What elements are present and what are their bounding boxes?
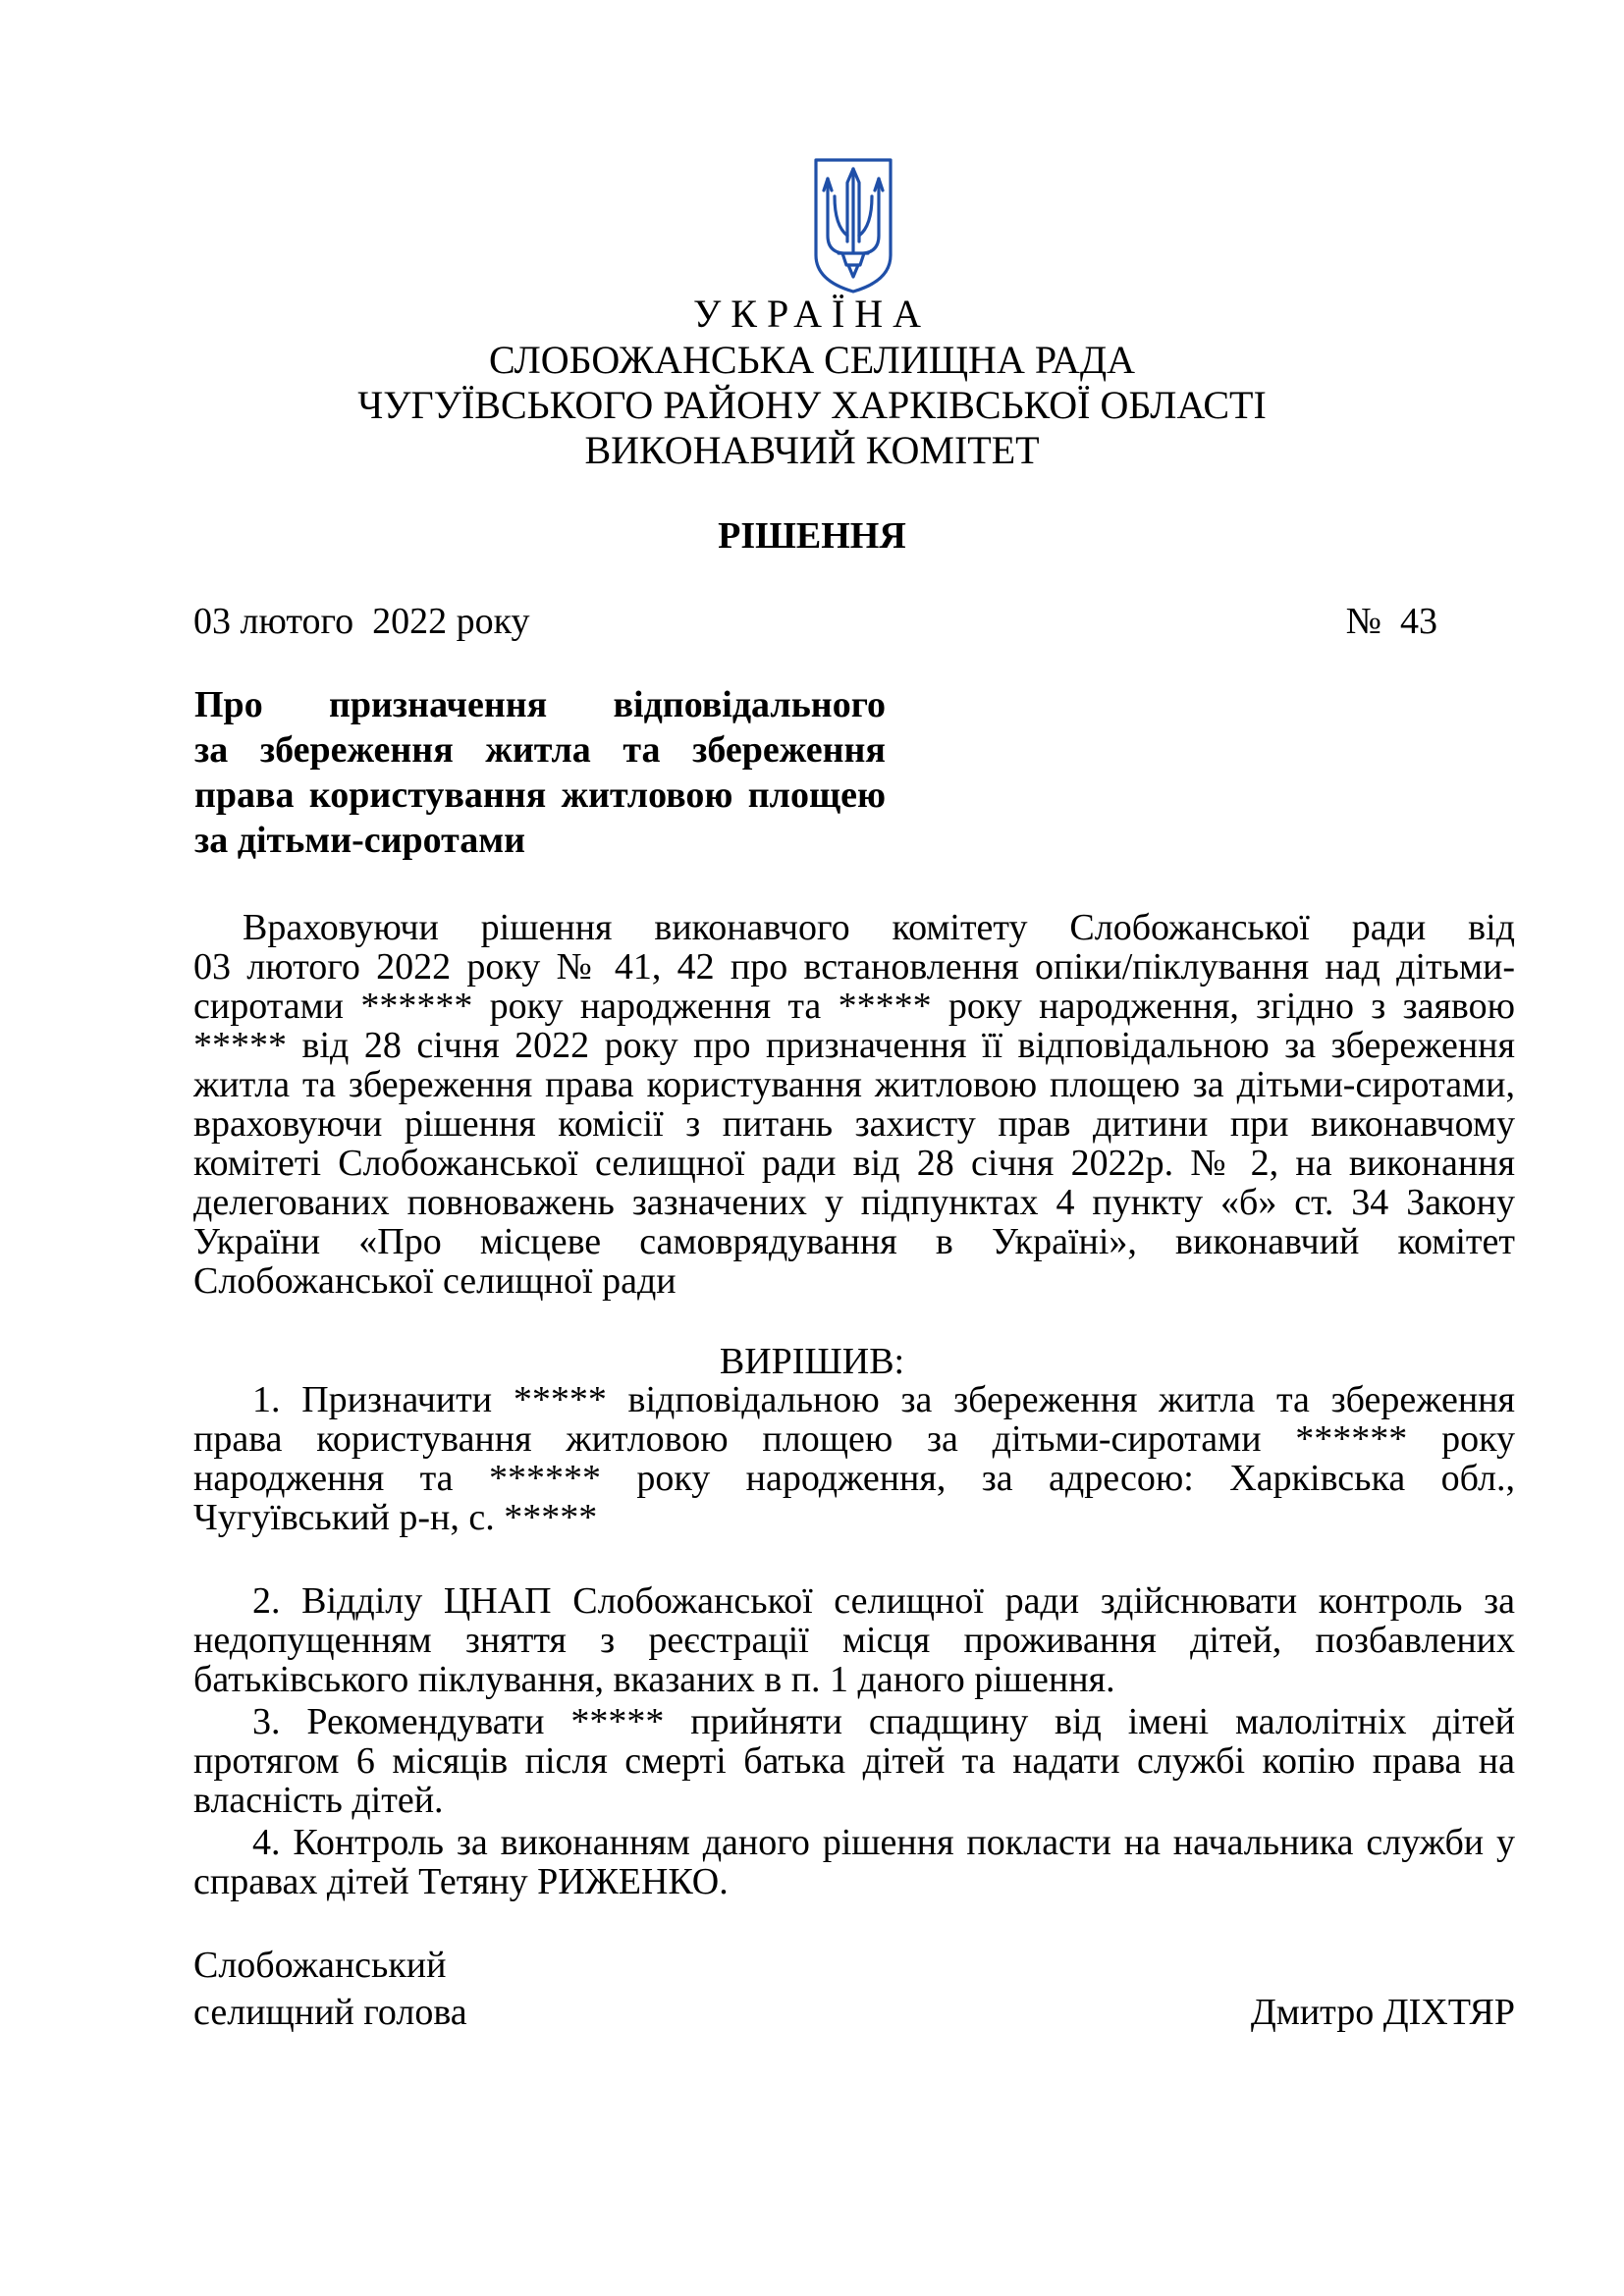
subject-line: Про призначення відповідального — [194, 684, 886, 725]
document-date: 03 лютого 2022 року — [193, 601, 530, 642]
subject-line: права користування житловою площею — [194, 774, 886, 816]
subject-line: за дітьми-сиротами — [194, 820, 526, 861]
decision-item-4 — [193, 1823, 1515, 1901]
paragraph-line: Враховуючи рішення виконавчого комітету Слобожанської ради від — [243, 907, 1515, 948]
paragraph-line: народження та ****** року народження, за адресою: Харківська обл., — [193, 1458, 1515, 1499]
paragraph-line: права користування житловою площею за дітьми-сиротами ****** року — [193, 1418, 1515, 1460]
paragraph-line: справах дітей Тетяну РИЖЕНКО. — [193, 1861, 729, 1902]
trident-coat-of-arms-icon — [813, 157, 893, 294]
paragraph-line: 1. Призначити ***** відповідальною за збереження житла та збереження — [252, 1379, 1515, 1420]
paragraph-line: України «Про місцеве самоврядування в Україні», виконавчий комітет — [193, 1221, 1515, 1262]
paragraph-line: недопущенням зняття з реєстрації місця проживання дітей, позбавлених — [193, 1620, 1515, 1661]
paragraph-line: комітеті Слобожанської селищної ради від 28 січня 2022р. № 2, на виконання — [193, 1143, 1515, 1184]
preamble-paragraph — [193, 908, 1515, 1301]
paragraph-line: житла та збереження права користування житловою площею за дітьми-сиротами, — [193, 1064, 1515, 1105]
signatory-name: Дмитро ДІХТЯР — [1250, 1992, 1515, 2033]
decision-item-1 — [193, 1380, 1515, 1537]
header-committee: ВИКОНАВЧИЙ КОМІТЕТ — [584, 428, 1040, 472]
document-subject — [194, 682, 886, 863]
paragraph-line: делегованих повноважень зазначених у підпунктах 4 пункту «б» ст. 34 Закону — [193, 1182, 1515, 1223]
paragraph-line: сиротами ****** року народження та ***** року народження, згідно з заявою — [193, 986, 1515, 1027]
header-council: СЛОБОЖАНСЬКА СЕЛИЩНА РАДА — [488, 338, 1136, 382]
paragraph-line: Чугуївський р-н, с. ***** — [193, 1497, 598, 1538]
subject-line: за збереження житла та збереження — [194, 729, 886, 771]
paragraph-line: 4. Контроль за виконанням даного рішення покласти на начальника служби у — [252, 1822, 1515, 1863]
paragraph-line: власність дітей. — [193, 1780, 444, 1821]
document-number: № 43 — [1345, 601, 1437, 642]
paragraph-line: протягом 6 місяців після смерті батька дітей та надати службі копію права на — [193, 1740, 1515, 1782]
document-type-title: РІШЕННЯ — [718, 515, 906, 557]
signatory-position-line2: селищний голова — [193, 1992, 467, 2033]
header-country: УКРАЇНА — [692, 292, 932, 336]
paragraph-line: 2. Відділу ЦНАП Слобожанської селищної ради здійснювати контроль за — [252, 1580, 1515, 1622]
paragraph-line: батьківського піклування, вказаних в п. 1 даного рішення. — [193, 1659, 1115, 1700]
signatory-position-line1: Слобожанський — [193, 1945, 447, 1986]
paragraph-line: 3. Рекомендувати ***** прийняти спадщину від імені малолітніх дітей — [252, 1701, 1515, 1742]
paragraph-line: враховуючи рішення комісії з питань захисту прав дитини при виконавчому — [193, 1103, 1515, 1145]
resolved-heading: ВИРІШИВ: — [719, 1341, 905, 1382]
paragraph-line: ***** від 28 січня 2022 року про призначення її відповідальною за збереження — [193, 1025, 1515, 1066]
decision-item-3 — [193, 1702, 1515, 1820]
paragraph-line: Слобожанської селищної ради — [193, 1260, 677, 1302]
paragraph-line: 03 лютого 2022 року № 41, 42 про встановлення опіки/піклування над дітьми- — [193, 946, 1515, 988]
decision-item-2 — [193, 1581, 1515, 1699]
header-district: ЧУГУЇВСЬКОГО РАЙОНУ ХАРКІВСЬКОЇ ОБЛАСТІ — [357, 383, 1267, 427]
